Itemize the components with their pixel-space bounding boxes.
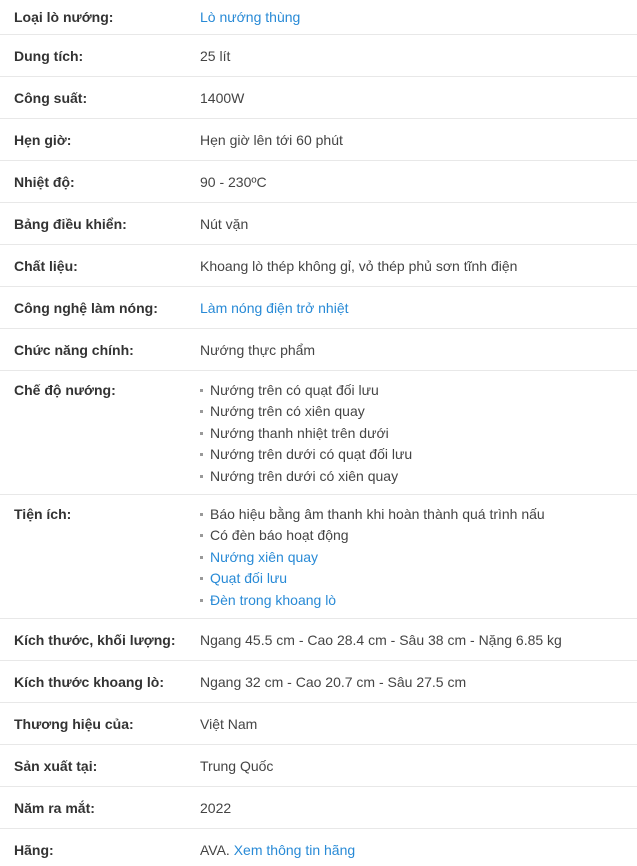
spec-label: Hãng: — [14, 841, 54, 858]
spec-label: Nhiệt độ: — [14, 173, 75, 190]
spec-label: Chất liệu: — [14, 257, 78, 274]
spec-label: Loại lò nướng: — [14, 9, 114, 25]
spec-value — [200, 172, 637, 192]
spec-label: Dung tích: — [14, 47, 84, 64]
spec-list-item[interactable] — [200, 547, 625, 568]
spec-list-item — [200, 504, 625, 525]
spec-list-item — [200, 466, 625, 487]
spec-value-text: Nướng thanh nhiệt trên dưới — [210, 424, 389, 441]
spec-value-text: Báo hiệu bằng âm thanh khi hoàn thành quá trình nấu — [210, 506, 545, 523]
spec-row — [0, 35, 637, 77]
spec-row — [0, 371, 637, 495]
spec-row — [0, 161, 637, 203]
spec-value — [200, 672, 637, 692]
spec-value — [200, 46, 637, 66]
spec-label: Tiện ích: — [14, 506, 72, 523]
spec-value — [200, 756, 637, 776]
spec-value — [200, 714, 637, 734]
spec-value-text: Việt Nam — [200, 715, 258, 732]
spec-value — [200, 88, 637, 108]
spec-value-text: Nướng thực phẩm — [200, 341, 316, 358]
spec-value-link[interactable]: Xem thông tin hãng — [233, 841, 356, 858]
spec-value — [200, 130, 637, 150]
spec-value-text: Trung Quốc — [200, 757, 274, 774]
spec-value-list — [200, 504, 625, 611]
spec-value — [200, 798, 637, 818]
spec-row — [0, 203, 637, 245]
spec-list-item — [200, 525, 625, 546]
spec-row — [0, 245, 637, 287]
spec-row — [0, 119, 637, 161]
spec-value — [200, 630, 637, 650]
spec-row — [0, 703, 637, 745]
spec-value-text: Hẹn giờ lên tới 60 phút — [200, 131, 343, 148]
spec-row — [0, 787, 637, 829]
spec-value-link[interactable]: Làm nóng điện trở nhiệt — [200, 299, 349, 316]
spec-value-text: Nướng trên dưới có quạt đối lưu — [210, 446, 413, 463]
spec-value-text: Nút vặn — [200, 215, 249, 232]
spec-value-text: 2022 — [200, 799, 232, 816]
spec-value — [200, 840, 637, 860]
spec-value — [200, 340, 637, 360]
spec-list-item — [200, 380, 625, 401]
spec-label: Sản xuất tại: — [14, 757, 98, 774]
spec-list-item — [200, 401, 625, 422]
spec-label: Công nghệ làm nóng: — [14, 299, 158, 316]
spec-list-item — [200, 423, 625, 444]
spec-value — [200, 380, 637, 487]
spec-row — [0, 0, 637, 35]
spec-list-item — [200, 444, 625, 465]
spec-value-text: 1400W — [200, 89, 245, 106]
spec-row — [0, 287, 637, 329]
spec-value-link[interactable]: Đèn trong khoang lò — [210, 591, 337, 608]
spec-label: Hẹn giờ: — [14, 131, 72, 148]
spec-value-text: Khoang lò thép không gỉ, vỏ thép phủ sơn tĩnh điện — [200, 257, 518, 274]
spec-value-text: Có đèn báo hoạt động — [210, 527, 349, 544]
spec-label: Chế độ nướng: — [14, 382, 116, 398]
spec-row — [0, 619, 637, 661]
spec-value-link[interactable]: Nướng xiên quay — [210, 548, 319, 565]
spec-label: Năm ra mắt: — [14, 799, 95, 816]
spec-value-text: AVA. — [200, 841, 234, 858]
spec-row — [0, 829, 637, 866]
spec-value-text: Ngang 32 cm - Cao 20.7 cm - Sâu 27.5 cm — [200, 673, 467, 690]
spec-value — [200, 298, 637, 318]
spec-label: Công suất: — [14, 89, 88, 106]
spec-label: Chức năng chính: — [14, 341, 134, 358]
spec-label: Kích thước khoang lò: — [14, 673, 164, 690]
spec-list-item[interactable] — [200, 568, 625, 589]
spec-value-text: 25 lít — [200, 47, 231, 64]
spec-value — [200, 214, 637, 234]
spec-row — [0, 495, 637, 619]
spec-value-text: 90 - 230ºC — [200, 173, 267, 190]
spec-value — [200, 504, 637, 611]
spec-row — [0, 77, 637, 119]
spec-row — [0, 329, 637, 371]
spec-row — [0, 661, 637, 703]
spec-value-link[interactable]: Lò nướng thùng — [200, 9, 301, 25]
spec-list-item[interactable] — [200, 590, 625, 611]
spec-value-link[interactable]: Quạt đối lưu — [210, 570, 288, 587]
spec-value-text: Nướng trên có xiên quay — [210, 403, 365, 420]
spec-value-text: Nướng trên có quạt đối lưu — [210, 382, 379, 398]
spec-label: Bảng điều khiển: — [14, 215, 127, 232]
spec-value-text: Nướng trên dưới có xiên quay — [210, 467, 399, 484]
spec-value — [200, 256, 637, 276]
spec-value-list — [200, 380, 625, 487]
spec-value — [200, 7, 637, 27]
spec-label: Kích thước, khối lượng: — [14, 631, 176, 648]
spec-row — [0, 745, 637, 787]
spec-value-text: Ngang 45.5 cm - Cao 28.4 cm - Sâu 38 cm - Nặng 6.85 kg — [200, 631, 562, 648]
spec-label: Thương hiệu của: — [14, 715, 134, 732]
